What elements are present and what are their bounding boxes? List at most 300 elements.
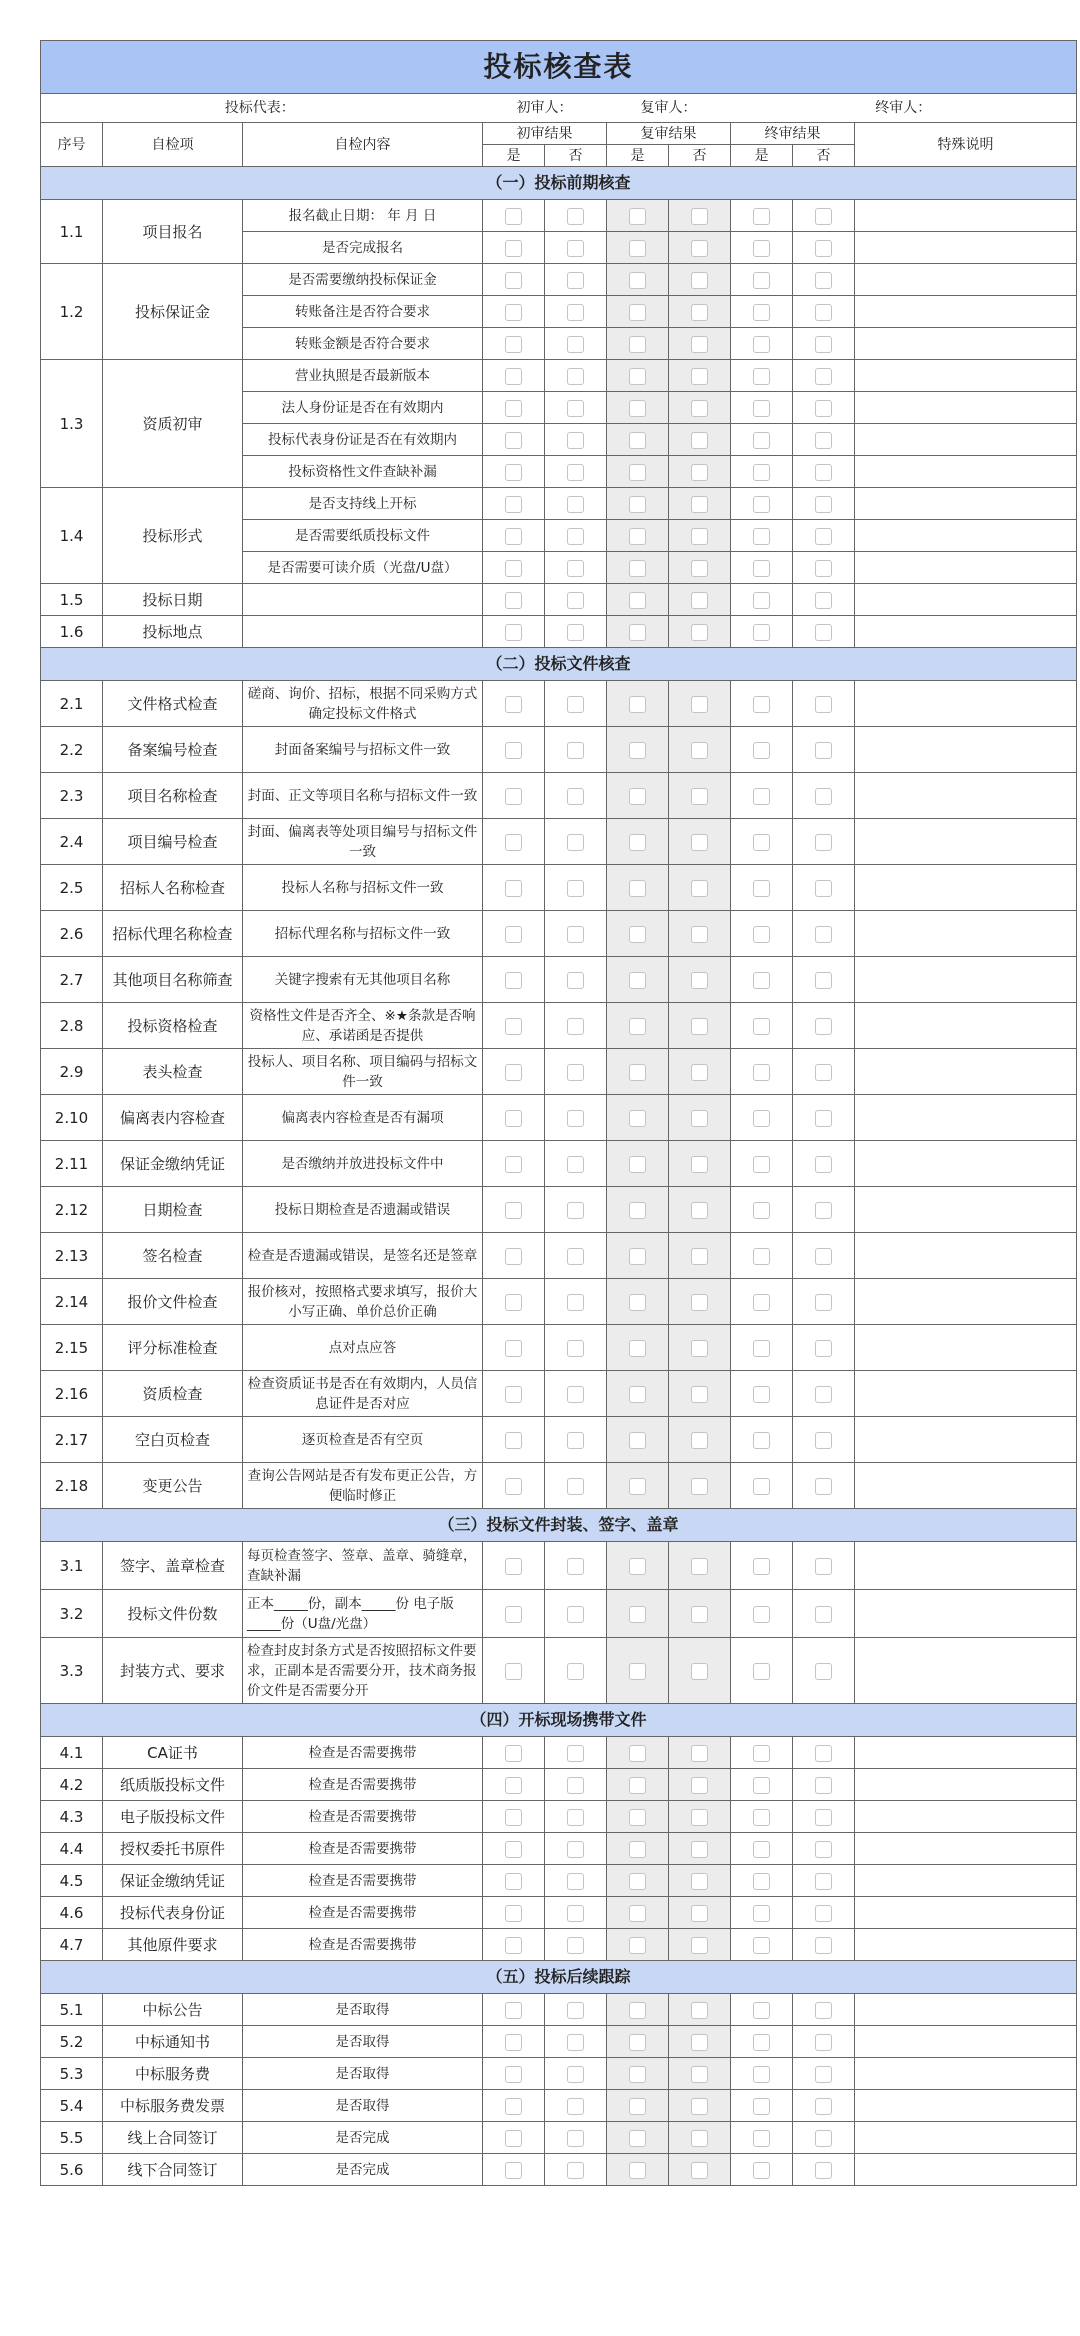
result-checkbox[interactable] (815, 880, 832, 897)
result-checkbox[interactable] (691, 1248, 708, 1265)
note-cell[interactable] (855, 1929, 1077, 1961)
result-checkbox[interactable] (753, 696, 770, 713)
result-checkbox[interactable] (815, 528, 832, 545)
result-checkbox[interactable] (815, 834, 832, 851)
result-checkbox[interactable] (505, 834, 522, 851)
result-checkbox[interactable] (567, 1294, 584, 1311)
result-checkbox[interactable] (567, 1110, 584, 1127)
note-cell[interactable] (855, 1049, 1077, 1095)
result-checkbox[interactable] (505, 2002, 522, 2019)
result-checkbox[interactable] (753, 208, 770, 225)
result-checkbox[interactable] (567, 592, 584, 609)
result-checkbox[interactable] (505, 1873, 522, 1890)
result-checkbox[interactable] (629, 592, 646, 609)
result-checkbox[interactable] (753, 1558, 770, 1575)
result-checkbox[interactable] (691, 1558, 708, 1575)
result-checkbox[interactable] (753, 1777, 770, 1794)
result-checkbox[interactable] (753, 1905, 770, 1922)
result-checkbox[interactable] (691, 1873, 708, 1890)
result-checkbox[interactable] (629, 1937, 646, 1954)
result-checkbox[interactable] (753, 1478, 770, 1495)
result-checkbox[interactable] (753, 400, 770, 417)
result-checkbox[interactable] (753, 2130, 770, 2147)
note-cell[interactable] (855, 727, 1077, 773)
note-cell[interactable] (855, 681, 1077, 727)
result-checkbox[interactable] (505, 2066, 522, 2083)
result-checkbox[interactable] (567, 972, 584, 989)
result-checkbox[interactable] (815, 1340, 832, 1357)
note-cell[interactable] (855, 552, 1077, 584)
result-checkbox[interactable] (815, 560, 832, 577)
result-checkbox[interactable] (815, 2130, 832, 2147)
note-cell[interactable] (855, 2058, 1077, 2090)
result-checkbox[interactable] (629, 2034, 646, 2051)
result-checkbox[interactable] (629, 1432, 646, 1449)
result-checkbox[interactable] (815, 2002, 832, 2019)
result-checkbox[interactable] (691, 240, 708, 257)
note-cell[interactable] (855, 328, 1077, 360)
result-checkbox[interactable] (691, 1841, 708, 1858)
result-checkbox[interactable] (505, 368, 522, 385)
note-cell[interactable] (855, 1737, 1077, 1769)
note-cell[interactable] (855, 200, 1077, 232)
result-checkbox[interactable] (753, 1745, 770, 1762)
result-checkbox[interactable] (567, 926, 584, 943)
result-checkbox[interactable] (691, 2034, 708, 2051)
result-checkbox[interactable] (815, 1156, 832, 1173)
result-checkbox[interactable] (505, 1809, 522, 1826)
result-checkbox[interactable] (629, 208, 646, 225)
result-checkbox[interactable] (505, 1018, 522, 1035)
result-checkbox[interactable] (629, 2098, 646, 2115)
result-checkbox[interactable] (691, 400, 708, 417)
result-checkbox[interactable] (691, 1478, 708, 1495)
result-checkbox[interactable] (815, 1841, 832, 1858)
result-checkbox[interactable] (691, 208, 708, 225)
note-cell[interactable] (855, 819, 1077, 865)
result-checkbox[interactable] (753, 496, 770, 513)
note-cell[interactable] (855, 1141, 1077, 1187)
result-checkbox[interactable] (691, 464, 708, 481)
result-checkbox[interactable] (629, 788, 646, 805)
result-checkbox[interactable] (815, 464, 832, 481)
result-checkbox[interactable] (629, 1841, 646, 1858)
result-checkbox[interactable] (691, 2162, 708, 2179)
note-cell[interactable] (855, 1417, 1077, 1463)
result-checkbox[interactable] (567, 2034, 584, 2051)
result-checkbox[interactable] (629, 2162, 646, 2179)
note-cell[interactable] (855, 1279, 1077, 1325)
result-checkbox[interactable] (629, 696, 646, 713)
result-checkbox[interactable] (691, 1905, 708, 1922)
result-checkbox[interactable] (753, 592, 770, 609)
result-checkbox[interactable] (815, 2098, 832, 2115)
result-checkbox[interactable] (753, 336, 770, 353)
result-checkbox[interactable] (753, 1018, 770, 1035)
result-checkbox[interactable] (753, 1809, 770, 1826)
result-checkbox[interactable] (753, 432, 770, 449)
result-checkbox[interactable] (753, 1110, 770, 1127)
result-checkbox[interactable] (691, 1937, 708, 1954)
result-checkbox[interactable] (629, 1018, 646, 1035)
result-checkbox[interactable] (753, 2034, 770, 2051)
result-checkbox[interactable] (815, 1386, 832, 1403)
note-cell[interactable] (855, 2122, 1077, 2154)
result-checkbox[interactable] (753, 972, 770, 989)
result-checkbox[interactable] (505, 788, 522, 805)
result-checkbox[interactable] (815, 1064, 832, 1081)
result-checkbox[interactable] (753, 926, 770, 943)
result-checkbox[interactable] (567, 1873, 584, 1890)
result-checkbox[interactable] (505, 624, 522, 641)
note-cell[interactable] (855, 1638, 1077, 1704)
result-checkbox[interactable] (629, 240, 646, 257)
result-checkbox[interactable] (629, 2130, 646, 2147)
result-checkbox[interactable] (629, 336, 646, 353)
result-checkbox[interactable] (567, 1663, 584, 1680)
result-checkbox[interactable] (567, 1202, 584, 1219)
result-checkbox[interactable] (691, 528, 708, 545)
result-checkbox[interactable] (505, 1478, 522, 1495)
note-cell[interactable] (855, 1187, 1077, 1233)
result-checkbox[interactable] (629, 624, 646, 641)
result-checkbox[interactable] (567, 528, 584, 545)
result-checkbox[interactable] (691, 1606, 708, 1623)
note-cell[interactable] (855, 520, 1077, 552)
result-checkbox[interactable] (815, 1018, 832, 1035)
result-checkbox[interactable] (753, 834, 770, 851)
result-checkbox[interactable] (815, 972, 832, 989)
result-checkbox[interactable] (629, 2002, 646, 2019)
result-checkbox[interactable] (815, 1873, 832, 1890)
result-checkbox[interactable] (815, 592, 832, 609)
note-cell[interactable] (855, 957, 1077, 1003)
result-checkbox[interactable] (505, 464, 522, 481)
result-checkbox[interactable] (567, 1841, 584, 1858)
result-checkbox[interactable] (629, 1745, 646, 1762)
result-checkbox[interactable] (691, 2002, 708, 2019)
result-checkbox[interactable] (567, 696, 584, 713)
result-checkbox[interactable] (505, 1905, 522, 1922)
result-checkbox[interactable] (691, 2130, 708, 2147)
note-cell[interactable] (855, 296, 1077, 328)
result-checkbox[interactable] (505, 2162, 522, 2179)
result-checkbox[interactable] (505, 1937, 522, 1954)
result-checkbox[interactable] (567, 2002, 584, 2019)
result-checkbox[interactable] (505, 1745, 522, 1762)
result-checkbox[interactable] (567, 880, 584, 897)
result-checkbox[interactable] (629, 834, 646, 851)
result-checkbox[interactable] (753, 742, 770, 759)
result-checkbox[interactable] (753, 1156, 770, 1173)
result-checkbox[interactable] (629, 926, 646, 943)
note-cell[interactable] (855, 424, 1077, 456)
result-checkbox[interactable] (629, 972, 646, 989)
result-checkbox[interactable] (505, 336, 522, 353)
result-checkbox[interactable] (629, 368, 646, 385)
result-checkbox[interactable] (629, 1248, 646, 1265)
result-checkbox[interactable] (629, 1663, 646, 1680)
result-checkbox[interactable] (753, 1294, 770, 1311)
result-checkbox[interactable] (505, 592, 522, 609)
result-checkbox[interactable] (567, 400, 584, 417)
result-checkbox[interactable] (753, 624, 770, 641)
result-checkbox[interactable] (505, 208, 522, 225)
result-checkbox[interactable] (567, 432, 584, 449)
result-checkbox[interactable] (567, 336, 584, 353)
result-checkbox[interactable] (629, 528, 646, 545)
result-checkbox[interactable] (505, 696, 522, 713)
note-cell[interactable] (855, 456, 1077, 488)
result-checkbox[interactable] (567, 240, 584, 257)
result-checkbox[interactable] (691, 972, 708, 989)
result-checkbox[interactable] (567, 1432, 584, 1449)
result-checkbox[interactable] (691, 696, 708, 713)
result-checkbox[interactable] (629, 400, 646, 417)
result-checkbox[interactable] (505, 972, 522, 989)
result-checkbox[interactable] (567, 1809, 584, 1826)
result-checkbox[interactable] (815, 1248, 832, 1265)
result-checkbox[interactable] (505, 2130, 522, 2147)
result-checkbox[interactable] (815, 1809, 832, 1826)
result-checkbox[interactable] (815, 240, 832, 257)
note-cell[interactable] (855, 616, 1077, 648)
result-checkbox[interactable] (629, 464, 646, 481)
result-checkbox[interactable] (815, 1937, 832, 1954)
result-checkbox[interactable] (691, 1809, 708, 1826)
note-cell[interactable] (855, 584, 1077, 616)
result-checkbox[interactable] (629, 1478, 646, 1495)
result-checkbox[interactable] (815, 788, 832, 805)
result-checkbox[interactable] (505, 742, 522, 759)
result-checkbox[interactable] (567, 208, 584, 225)
result-checkbox[interactable] (815, 432, 832, 449)
result-checkbox[interactable] (629, 2066, 646, 2083)
result-checkbox[interactable] (815, 926, 832, 943)
result-checkbox[interactable] (567, 1064, 584, 1081)
note-cell[interactable] (855, 488, 1077, 520)
result-checkbox[interactable] (815, 304, 832, 321)
result-checkbox[interactable] (505, 432, 522, 449)
result-checkbox[interactable] (629, 496, 646, 513)
note-cell[interactable] (855, 865, 1077, 911)
result-checkbox[interactable] (505, 2034, 522, 2051)
result-checkbox[interactable] (815, 1663, 832, 1680)
result-checkbox[interactable] (505, 1294, 522, 1311)
result-checkbox[interactable] (629, 1558, 646, 1575)
result-checkbox[interactable] (815, 496, 832, 513)
result-checkbox[interactable] (567, 2066, 584, 2083)
result-checkbox[interactable] (815, 2162, 832, 2179)
result-checkbox[interactable] (505, 1558, 522, 1575)
result-checkbox[interactable] (691, 1386, 708, 1403)
result-checkbox[interactable] (505, 560, 522, 577)
result-checkbox[interactable] (753, 272, 770, 289)
result-checkbox[interactable] (815, 1558, 832, 1575)
result-checkbox[interactable] (815, 368, 832, 385)
result-checkbox[interactable] (567, 1156, 584, 1173)
result-checkbox[interactable] (753, 1064, 770, 1081)
note-cell[interactable] (855, 1371, 1077, 1417)
result-checkbox[interactable] (567, 304, 584, 321)
note-cell[interactable] (855, 2090, 1077, 2122)
note-cell[interactable] (855, 1542, 1077, 1590)
result-checkbox[interactable] (505, 2098, 522, 2115)
result-checkbox[interactable] (629, 1905, 646, 1922)
result-checkbox[interactable] (753, 2098, 770, 2115)
note-cell[interactable] (855, 1994, 1077, 2026)
result-checkbox[interactable] (753, 368, 770, 385)
result-checkbox[interactable] (505, 272, 522, 289)
result-checkbox[interactable] (567, 2098, 584, 2115)
result-checkbox[interactable] (815, 2066, 832, 2083)
result-checkbox[interactable] (815, 336, 832, 353)
result-checkbox[interactable] (815, 1110, 832, 1127)
result-checkbox[interactable] (815, 2034, 832, 2051)
result-checkbox[interactable] (505, 880, 522, 897)
result-checkbox[interactable] (815, 1478, 832, 1495)
result-checkbox[interactable] (567, 742, 584, 759)
result-checkbox[interactable] (505, 1386, 522, 1403)
result-checkbox[interactable] (567, 1606, 584, 1623)
result-checkbox[interactable] (505, 1248, 522, 1265)
note-cell[interactable] (855, 1325, 1077, 1371)
result-checkbox[interactable] (629, 1809, 646, 1826)
result-checkbox[interactable] (691, 1110, 708, 1127)
result-checkbox[interactable] (629, 1386, 646, 1403)
result-checkbox[interactable] (691, 432, 708, 449)
result-checkbox[interactable] (629, 272, 646, 289)
result-checkbox[interactable] (815, 624, 832, 641)
result-checkbox[interactable] (691, 1745, 708, 1762)
result-checkbox[interactable] (753, 1663, 770, 1680)
result-checkbox[interactable] (691, 1018, 708, 1035)
result-checkbox[interactable] (753, 464, 770, 481)
result-checkbox[interactable] (629, 432, 646, 449)
result-checkbox[interactable] (815, 1294, 832, 1311)
note-cell[interactable] (855, 1865, 1077, 1897)
result-checkbox[interactable] (629, 1202, 646, 1219)
note-cell[interactable] (855, 360, 1077, 392)
result-checkbox[interactable] (691, 1064, 708, 1081)
result-checkbox[interactable] (753, 1386, 770, 1403)
result-checkbox[interactable] (753, 1202, 770, 1219)
result-checkbox[interactable] (505, 1663, 522, 1680)
result-checkbox[interactable] (815, 272, 832, 289)
result-checkbox[interactable] (691, 496, 708, 513)
result-checkbox[interactable] (691, 742, 708, 759)
result-checkbox[interactable] (567, 1937, 584, 1954)
note-cell[interactable] (855, 773, 1077, 819)
result-checkbox[interactable] (567, 1745, 584, 1762)
result-checkbox[interactable] (629, 1064, 646, 1081)
note-cell[interactable] (855, 264, 1077, 296)
result-checkbox[interactable] (567, 1777, 584, 1794)
result-checkbox[interactable] (815, 1202, 832, 1219)
result-checkbox[interactable] (629, 304, 646, 321)
result-checkbox[interactable] (753, 1248, 770, 1265)
result-checkbox[interactable] (629, 1606, 646, 1623)
note-cell[interactable] (855, 2154, 1077, 2186)
result-checkbox[interactable] (567, 1558, 584, 1575)
result-checkbox[interactable] (505, 1202, 522, 1219)
result-checkbox[interactable] (691, 368, 708, 385)
note-cell[interactable] (855, 1897, 1077, 1929)
result-checkbox[interactable] (753, 788, 770, 805)
result-checkbox[interactable] (753, 1432, 770, 1449)
result-checkbox[interactable] (815, 1777, 832, 1794)
result-checkbox[interactable] (691, 788, 708, 805)
result-checkbox[interactable] (753, 1340, 770, 1357)
result-checkbox[interactable] (567, 1248, 584, 1265)
result-checkbox[interactable] (505, 528, 522, 545)
result-checkbox[interactable] (567, 1340, 584, 1357)
result-checkbox[interactable] (567, 788, 584, 805)
result-checkbox[interactable] (567, 560, 584, 577)
note-cell[interactable] (855, 911, 1077, 957)
result-checkbox[interactable] (567, 2162, 584, 2179)
result-checkbox[interactable] (691, 1340, 708, 1357)
result-checkbox[interactable] (753, 1606, 770, 1623)
result-checkbox[interactable] (629, 1340, 646, 1357)
result-checkbox[interactable] (691, 2098, 708, 2115)
result-checkbox[interactable] (505, 400, 522, 417)
result-checkbox[interactable] (815, 400, 832, 417)
result-checkbox[interactable] (567, 1018, 584, 1035)
result-checkbox[interactable] (691, 2066, 708, 2083)
result-checkbox[interactable] (505, 496, 522, 513)
result-checkbox[interactable] (691, 880, 708, 897)
result-checkbox[interactable] (815, 1905, 832, 1922)
result-checkbox[interactable] (753, 2162, 770, 2179)
result-checkbox[interactable] (629, 742, 646, 759)
result-checkbox[interactable] (567, 624, 584, 641)
result-checkbox[interactable] (629, 1777, 646, 1794)
result-checkbox[interactable] (691, 926, 708, 943)
result-checkbox[interactable] (753, 1841, 770, 1858)
result-checkbox[interactable] (505, 240, 522, 257)
result-checkbox[interactable] (567, 1386, 584, 1403)
note-cell[interactable] (855, 1833, 1077, 1865)
result-checkbox[interactable] (567, 272, 584, 289)
result-checkbox[interactable] (691, 1663, 708, 1680)
note-cell[interactable] (855, 1463, 1077, 1509)
result-checkbox[interactable] (815, 208, 832, 225)
result-checkbox[interactable] (505, 1432, 522, 1449)
note-cell[interactable] (855, 1769, 1077, 1801)
result-checkbox[interactable] (691, 1432, 708, 1449)
result-checkbox[interactable] (505, 304, 522, 321)
result-checkbox[interactable] (753, 880, 770, 897)
result-checkbox[interactable] (505, 1777, 522, 1794)
result-checkbox[interactable] (815, 1606, 832, 1623)
result-checkbox[interactable] (505, 1156, 522, 1173)
result-checkbox[interactable] (815, 696, 832, 713)
result-checkbox[interactable] (629, 1294, 646, 1311)
result-checkbox[interactable] (629, 1110, 646, 1127)
note-cell[interactable] (855, 2026, 1077, 2058)
result-checkbox[interactable] (505, 1841, 522, 1858)
result-checkbox[interactable] (753, 1873, 770, 1890)
result-checkbox[interactable] (691, 834, 708, 851)
result-checkbox[interactable] (753, 528, 770, 545)
result-checkbox[interactable] (567, 834, 584, 851)
result-checkbox[interactable] (567, 464, 584, 481)
result-checkbox[interactable] (691, 304, 708, 321)
result-checkbox[interactable] (567, 2130, 584, 2147)
result-checkbox[interactable] (567, 1478, 584, 1495)
result-checkbox[interactable] (567, 1905, 584, 1922)
